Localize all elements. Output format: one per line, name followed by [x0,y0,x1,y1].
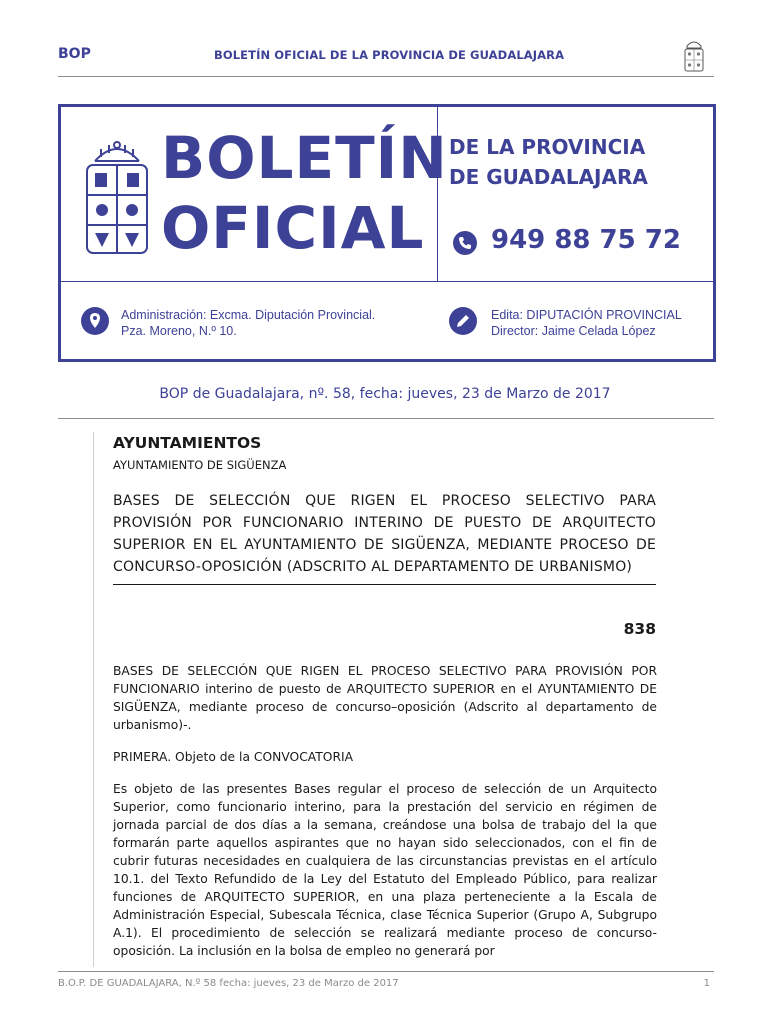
headline-divider [113,584,656,585]
masthead-editor-line2: Director: Jaime Celada López [491,324,656,338]
masthead-editor-info [491,307,682,339]
subsection-heading: AYUNTAMIENTO DE SIGÜENZA [113,458,287,472]
masthead-horizontal-divider [61,281,713,282]
masthead-word-oficial: OFICIAL [161,194,425,262]
paragraph: PRIMERA. Objeto de la CONVOCATORIA [113,750,354,764]
phone-icon [453,231,477,255]
pencil-icon [449,307,477,335]
announcement-number: 838 [623,620,656,638]
header-title: BOLETÍN OFICIAL DE LA PROVINCIA DE GUADALAJARA [214,48,565,62]
issue-divider [58,418,714,419]
section-heading: AYUNTAMIENTOS [113,434,262,452]
masthead-admin-line2: Pza. Moreno, N.º 10. [121,324,237,338]
masthead-word-boletin: BOLETÍN [161,124,448,192]
masthead-admin-line1: Administración: Excma. Diputación Provincial. [121,308,376,322]
coat-of-arms-icon [682,38,706,74]
masthead [58,104,716,362]
paragraph: BASES DE SELECCIÓN QUE RIGEN EL PROCESO SELECTIVO PARA PROVISIÓN POR FUNCIONARIO interino de puesto de ARQUITECTO SUPERIOR en el AYUNTAMIENTO DE SIGÜENZA, mediante proceso de concurso–oposición (Adscrito al departamento de urbanismo)-. [113,664,657,732]
masthead-editor-line1: Edita: DIPUTACIÓN PROVINCIAL [491,308,682,322]
location-pin-icon [81,307,109,335]
masthead-province-line1: DE LA PROVINCIA [449,135,646,159]
masthead-phone-number: 949 88 75 72 [491,225,681,255]
masthead-admin-info [121,307,375,339]
coat-of-arms-icon [81,135,153,259]
footer-citation: B.O.P. DE GUADALAJARA, N.º 58 fecha: jueves, 23 de Marzo de 2017 [58,978,399,989]
paragraph: Es objeto de las presentes Bases regular el proceso de selección de un Arquitecto Superior, como funcionario interino, para la prestación del servicio en régimen de jornada parcial de dos días a la semana, creándose una bolsa de trabajo del la que formarán parte aquellos aspirantes que no hayan sido seleccionados, con el fin de cubrir futuras necesidades en cualquiera de las circunstancias previstas en el artículo 10.1. del Texto Refundido de la Ley del Estatuto del Empleado Público, para realizar funciones de ARQUITECTO SUPERIOR, en una plaza perteneciente a la Escala de Administración Especial, Subescala Técnica, clase Técnica Superior (Grupo A, Subgrupo A.1). El procedimiento de selección se realizará mediante proceso de concurso-oposición. La inclusión en la bolsa de empleo no generará por [113,782,657,958]
issue-date-line: BOP de Guadalajara, nº. 58, fecha: jueves, 23 de Marzo de 2017 [159,386,611,402]
margin-bar [93,432,94,967]
header-divider [58,76,714,77]
footer-divider [58,971,714,972]
page-number: 1 [703,978,710,989]
article-headline: BASES DE SELECCIÓN QUE RIGEN EL PROCESO SELECTIVO PARA PROVISIÓN POR FUNCIONARIO INTERINO DE PUESTO DE ARQUITECTO SUPERIOR EN EL AYUNTAMIENTO DE SIGÜENZA, MEDIANTE PROCESO DE CONCURSO-OPOSICIÓN (ADSCRITO AL DEPARTAMENTO DE URBANISMO) [113,493,656,575]
header-bop-label: BOP [58,46,91,62]
masthead-province-line2: DE GUADALAJARA [449,165,648,189]
